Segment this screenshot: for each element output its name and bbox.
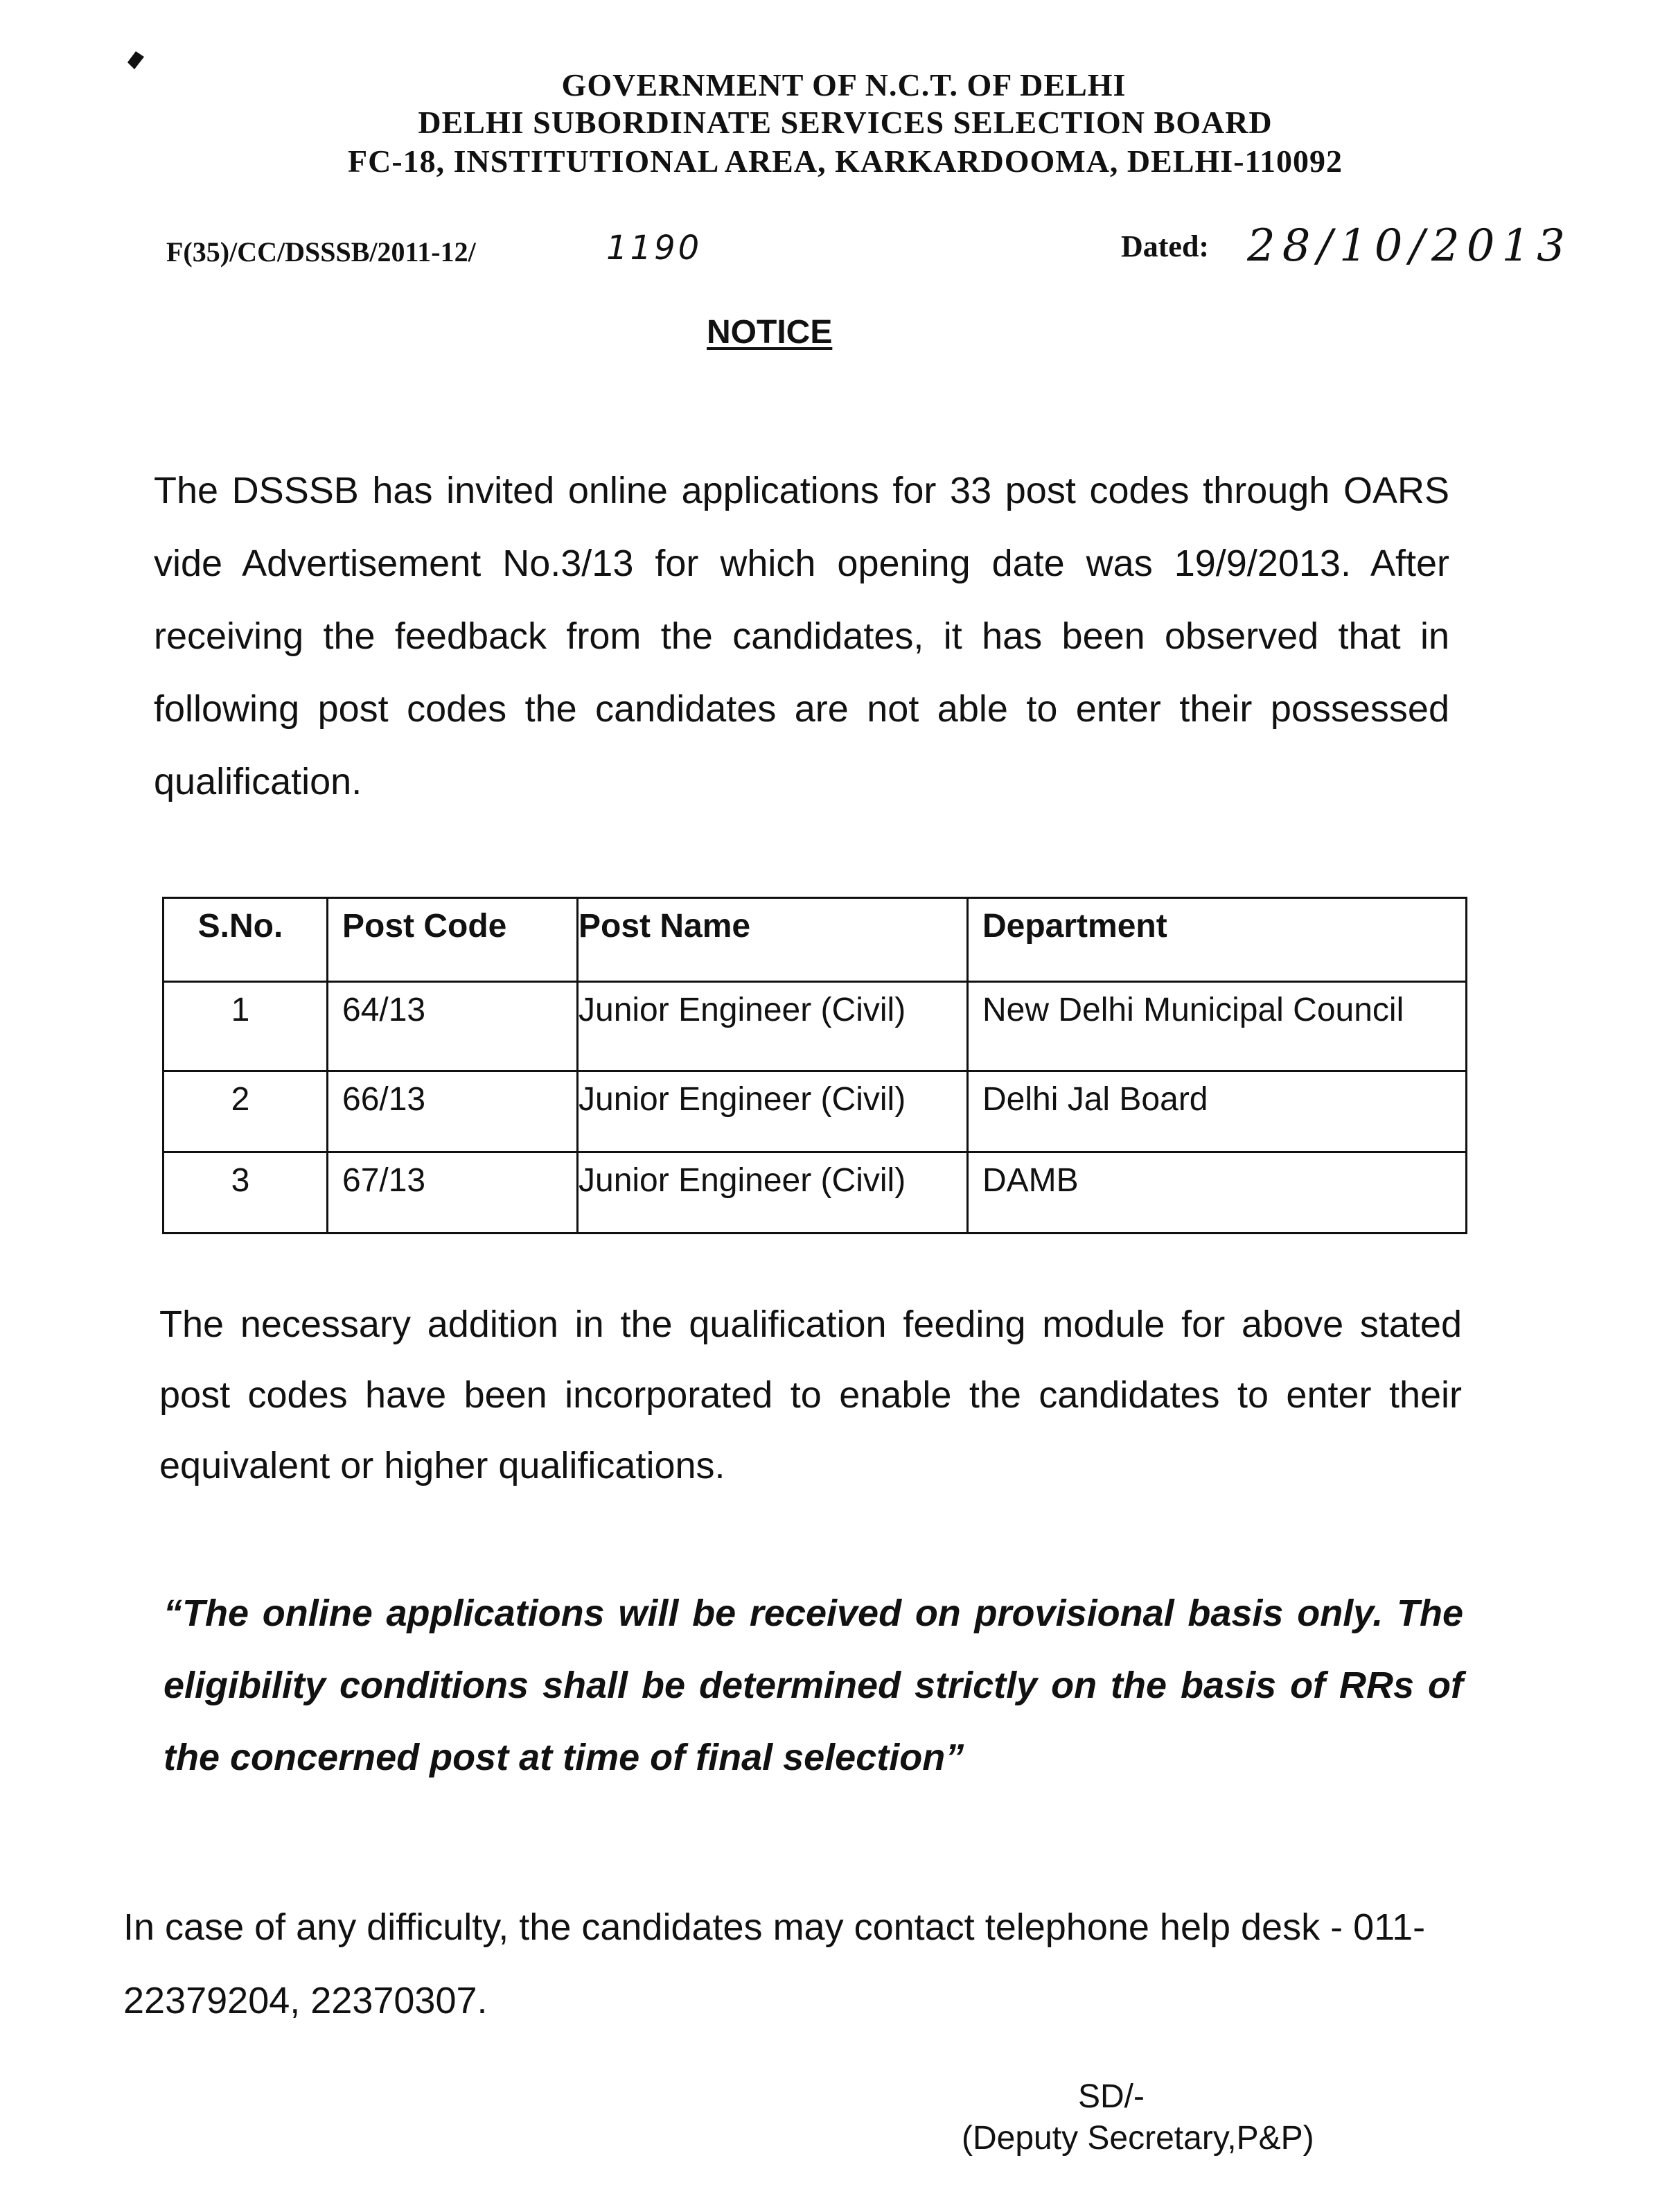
provisional-basis-paragraph: “The online applications will be received on provisional basis only. The eligibility conditions shall be determined strictly on the basis of RRs of the concerned post at time of final selection” — [164, 1592, 1463, 1778]
cell-post-name: Junior Engineer (Civil) — [578, 982, 968, 1071]
table-row — [164, 982, 1467, 1071]
header-board-name: DELHI SUBORDINATE SERVICES SELECTION BOARD — [418, 105, 1273, 140]
post-codes-table — [162, 897, 1467, 1234]
notice-title: NOTICE — [707, 314, 833, 351]
file-reference: F(35)/CC/DSSSB/2011-12/ — [166, 236, 476, 267]
intro-paragraph: The DSSSB has invited online applications for 33 post codes through OARS vide Advertisement No.3/13 for which opening date was 19/9/2013. After receiving the feedback from the candidates, it has been observed that in following post codes the candidates are not able to enter their possessed qualification. — [154, 470, 1449, 802]
cell-sno: 1 — [164, 982, 328, 1071]
cell-post-code: 67/13 — [328, 1152, 578, 1234]
helpdesk-paragraph: In case of any difficulty, the candidates may contact telephone help desk - 011-22379204, 22370307. — [123, 1906, 1426, 2021]
table-row — [164, 1152, 1467, 1234]
cell-post-code: 64/13 — [328, 982, 578, 1071]
cell-sno: 2 — [164, 1071, 328, 1152]
handwritten-number: 1190 — [606, 229, 703, 267]
header-post-name: Post Name — [578, 898, 968, 982]
signature-sd: SD/- — [1078, 2078, 1145, 2115]
cell-post-code: 66/13 — [328, 1071, 578, 1152]
header-government: GOVERNMENT OF N.C.T. OF DELHI — [561, 67, 1127, 103]
cell-post-name: Junior Engineer (Civil) — [578, 1071, 968, 1152]
cell-department: DAMB — [968, 1152, 1467, 1234]
cell-department: New Delhi Municipal Council — [968, 982, 1467, 1071]
header-sno: S.No. — [164, 898, 328, 982]
header-department: Department — [968, 898, 1467, 982]
module-update-paragraph: The necessary addition in the qualification feeding module for above stated post codes have been incorporated to enable the candidates to enter their equivalent or higher qualifications. — [159, 1304, 1462, 1486]
signature-designation: (Deputy Secretary,P&P) — [962, 2120, 1314, 2157]
header-address: FC-18, INSTITUTIONAL AREA, KARKARDOOMA, DELHI-110092 — [348, 143, 1343, 179]
cell-department: Delhi Jal Board — [968, 1071, 1467, 1152]
cell-post-name: Junior Engineer (Civil) — [578, 1152, 968, 1234]
table-row — [164, 1071, 1467, 1152]
header-post-code: Post Code — [328, 898, 578, 982]
dated-label: Dated: — [1121, 229, 1210, 263]
table-header-row — [164, 898, 1467, 982]
cell-sno: 3 — [164, 1152, 328, 1234]
handwritten-date: 28/10/2013 — [1247, 220, 1572, 272]
